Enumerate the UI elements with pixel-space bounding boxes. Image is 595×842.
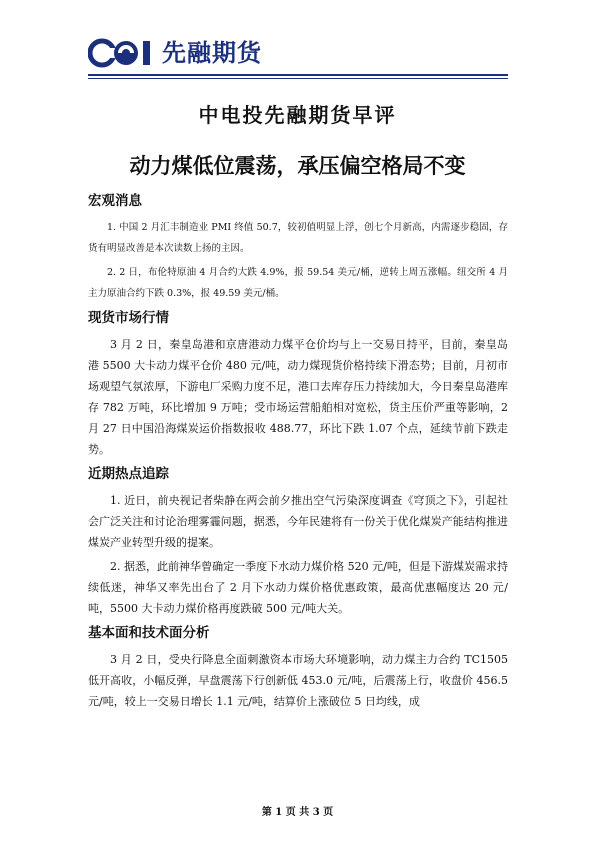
paragraph: 2. 2 日，布伦特原油 4 月合约大跌 4.9%，报 59.54 美元/桶，逆转上周五涨幅。纽交所 4 月主力原油合约下跌 0.3%，报 49.59 美元/桶。 bbox=[88, 267, 508, 299]
paragraph: 3 月 2 日，秦皇岛港和京唐港动力煤平仓价均与上一交易日持平，目前，秦皇岛港 5500 大卡动力煤平仓价 480 元/吨，动力煤现货价格持续下滑态势；目前，月初市场观望气氛浓厚，下游电厂采购力度不足，港口去库存压力持续加大，今日秦皇岛港库存 782 万吨，环比增加 9 万吨；受市场运营船舶相对宽松，货主压价严重等影响，2 月 27 日中国沿海煤炭运价指数报收 488.77，环比下跌 1.07 个点，延续节前下跌走势。 bbox=[88, 338, 508, 456]
section-macro bbox=[88, 191, 508, 304]
header-divider bbox=[88, 74, 508, 76]
section-analysis bbox=[88, 623, 508, 712]
coi-logo-icon bbox=[88, 38, 158, 68]
brand-name: 先融期货 bbox=[162, 39, 262, 67]
report-title: 中电投先融期货早评 bbox=[198, 103, 397, 127]
paragraph: 1. 中国 2 月汇丰制造业 PMI 终值 50.7，较初值明显上浮，创七个月新高，内需逐步稳固，存货有明显改善是本次读数上扬的主因。 bbox=[88, 222, 508, 254]
header-divider-thin bbox=[88, 78, 508, 79]
section-heading: 现货市场行情 bbox=[88, 310, 169, 326]
page-header bbox=[88, 38, 508, 82]
section-hot-topics bbox=[88, 464, 508, 619]
section-heading: 基本面和技术面分析 bbox=[88, 625, 210, 641]
paragraph: 2. 据悉，此前神华曾确定一季度下水动力煤价格 520 元/吨，但是下游煤炭需求持续低迷，神华又率先出台了 2 月下水动力煤价格优惠政策，最高优惠幅度达 20 元/吨，5500 大卡动力煤价格再度跌破 500 元/吨大关。 bbox=[88, 560, 508, 615]
section-spot-market bbox=[88, 308, 508, 460]
main-title: 动力煤低位震荡，承压偏空格局不变 bbox=[129, 154, 466, 178]
page-number: 第 1 页 共 3 页 bbox=[261, 807, 334, 818]
section-heading: 宏观消息 bbox=[88, 193, 142, 209]
document-body bbox=[88, 187, 508, 715]
paragraph: 3 月 2 日，受央行降息全面刺激资本市场大环境影响，动力煤主力合约 TC1505 低开高收，小幅反弹，早盘震荡下行创新低 453.0 元/吨，后震荡上行，收盘价 456.5 元/吨，较上一交易日增长 1.1 元/吨，结算价上涨破位 5 日均线，成 bbox=[88, 653, 508, 708]
paragraph: 1. 近日，前央视记者柴静在两会前夕推出空气污染深度调查《穹顶之下》，引起社会广泛关注和讨论治理雾霾问题，据悉，今年民建将有一份关于优化煤炭产能结构推进煤炭产业转型升级的提案。 bbox=[88, 494, 508, 549]
section-heading: 近期热点追踪 bbox=[88, 466, 169, 482]
